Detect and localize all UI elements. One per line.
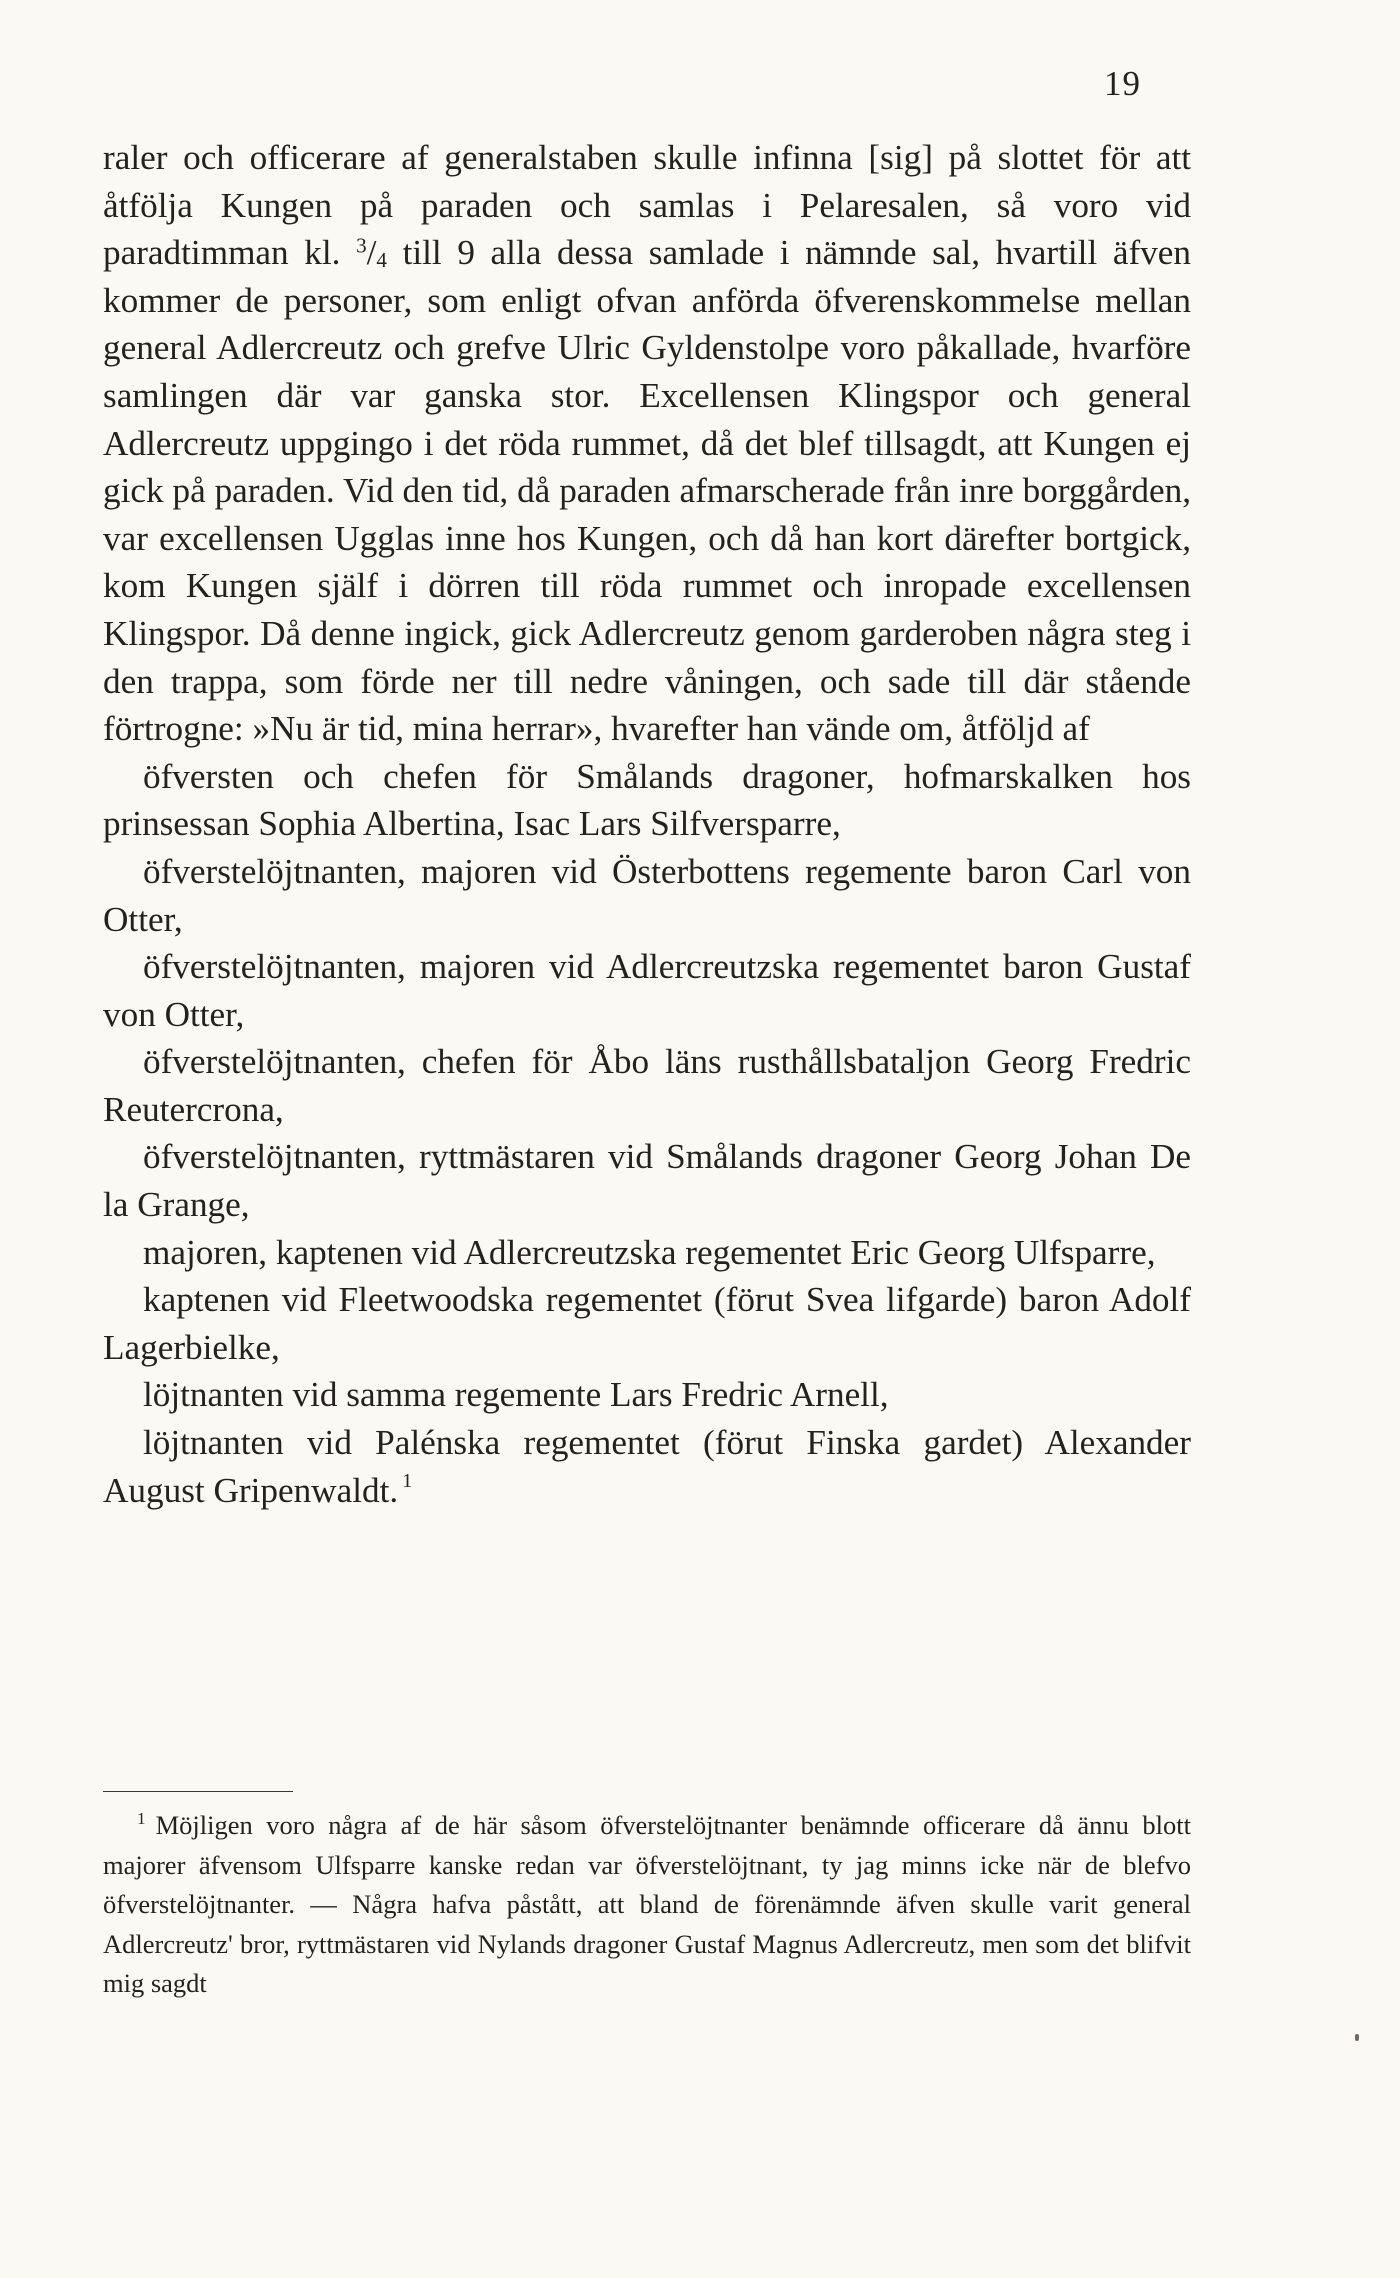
list-item: kaptenen vid Fleetwoodska regementet (förut Svea lifgarde) baron Adolf Lagerbielke,	[103, 1280, 1191, 1367]
ink-speck	[1355, 2034, 1359, 2041]
footnote	[103, 1806, 1191, 2004]
list-item: öfversten och chefen för Smålands dragoner, hofmarskalken hos prinsessan Sophia Albertina, Isac Lars Silfversparre,	[103, 756, 1191, 844]
paragraph-main	[103, 134, 1191, 753]
list-item: löjtnanten vid samma regemente Lars Fredric Arnell,	[143, 1375, 889, 1415]
last-entry-text: löjtnanten vid Palénska regementet (förut Finska gardet) Alexander August Gripenwaldt.	[103, 1423, 1191, 1510]
list-item: öfverstelöjtnanten, ryttmästaren vid Smålands dragoner Georg Johan De la Grange,	[103, 1137, 1191, 1225]
fraction-denominator: 4	[376, 248, 387, 273]
paragraph-text-part2: till 9 alla dessa samlade i nämnde sal, hvartill äfven kommer de personer, som enligt ofvan anförda öfverenskommelse mellan general Adlercreutz och grefve Ulric Gyldenstolpe voro påkallade, hvarföre samlingen där var ganska stor. Excellensen Klingspor och general Adlercreutz uppgingo i det röda rummet, då det blef tillsagdt, att Kungen ej gick på paraden. Vid den tid, då paraden afmarscherade från inre borggården, var excellensen Ugglas inne hos Kungen, och då han kort därefter bortgick, kom Kungen själf i dörren till röda rummet och inropade excellensen Klingspor. Då denne ingick, gick Adlercreutz genom garderoben några steg i den trappa, som förde ner till nedre våningen, och sade till där stående förtrogne: »Nu är tid, mina herrar», hvarefter han vände om, åtföljd af	[103, 233, 1192, 749]
list-item: öfverstelöjtnanten, majoren vid Österbottens regemente baron Carl von Otter,	[103, 851, 1191, 939]
body-text	[103, 134, 1191, 1514]
footnote-reference: 1	[402, 1470, 413, 1493]
list-item: öfverstelöjtnanten, majoren vid Adlercreutzska regementet baron Gustaf von Otter,	[103, 947, 1191, 1034]
footnote-paragraph	[103, 1806, 1191, 2004]
list-item: majoren, kaptenen vid Adlercreutzska regementet Eric Georg Ulfsparre,	[143, 1232, 1156, 1272]
fraction-slash: /	[366, 233, 377, 273]
list-item-last	[103, 1419, 1191, 1514]
list-item: öfverstelöjtnanten, chefen för Åbo läns rusthållsbataljon Georg Fredric Reutercrona,	[103, 1042, 1191, 1129]
footnote-divider	[103, 1791, 293, 1792]
footnote-body: Möjligen voro några af de här såsom öfverstelöjtnanter benämnde officerare då ännu blott majorer äfvensom Ulfsparre kanske redan var öfverstelöjtnant, ty jag minns icke när de blefvo öfverstelöjtnanter. — Några hafva påstått, att bland de förenämnde äfven skulle varit general Adlercreutz' bror, ryttmästaren vid Nylands dragoner Gustaf Magnus Adlercreutz, men som det blifvit mig sagdt	[103, 1810, 1191, 1999]
paragraph-text-part1: raler och officerare af generalstaben skulle infinna [sig] på slottet för att åtfölja Kungen på paraden och samlas i Pelaresalen, så voro vid paradtimman kl.	[103, 138, 1191, 273]
page-number: 19	[1104, 64, 1141, 103]
fraction-numerator: 3	[356, 233, 367, 258]
footnote-mark: 1	[137, 1808, 146, 1828]
